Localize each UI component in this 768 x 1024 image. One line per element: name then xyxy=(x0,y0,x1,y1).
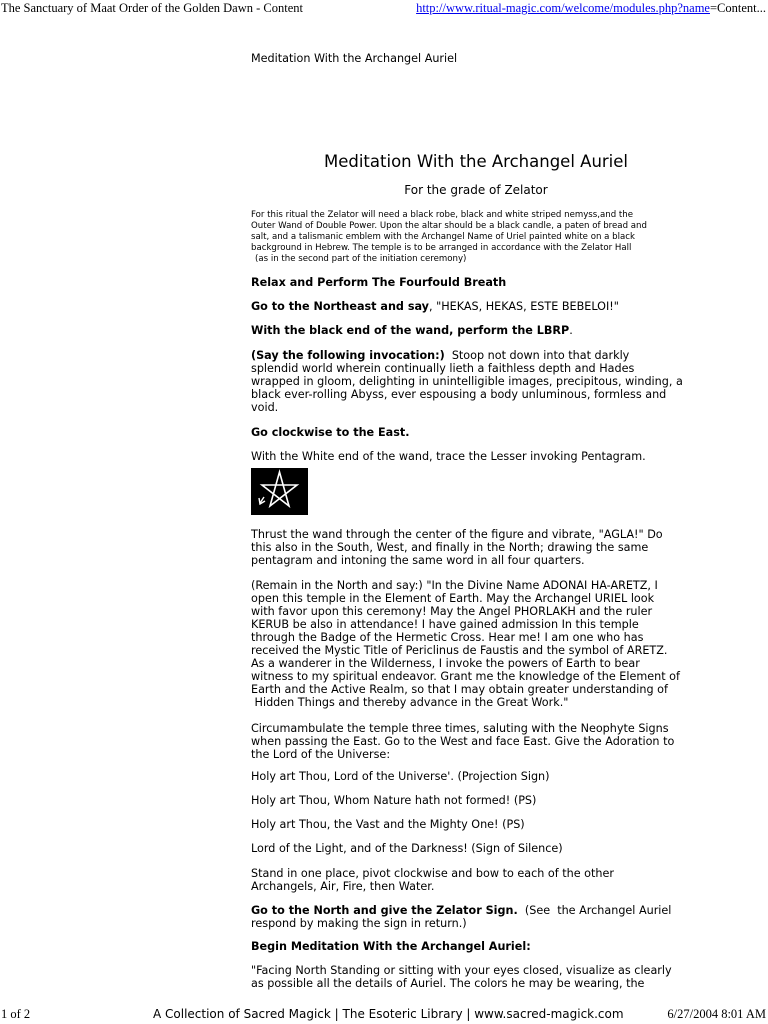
step-relax xyxy=(251,276,699,289)
document-title: The Sanctuary of Maat Order of the Golden Dawn - Content xyxy=(1,1,303,15)
circum-line: the Lord of the Universe: xyxy=(251,748,391,761)
print-header xyxy=(0,0,768,16)
north-paragraph xyxy=(251,904,699,930)
intro-line: (as in the second part of the initiation ceremony) xyxy=(255,254,467,264)
print-footer xyxy=(0,1005,768,1023)
thrust-paragraph xyxy=(251,528,699,567)
invocation-line: void. xyxy=(251,401,279,414)
source-url-rest: =Content... xyxy=(709,1,766,15)
breadcrumb: Meditation With the Archangel Auriel xyxy=(251,52,458,65)
step-begin-text: Begin Meditation With the Archangel Auriel: xyxy=(251,940,531,953)
intro-line: Outer Wand of Double Power. Upon the altar should be a black candle, a paten of bread and xyxy=(251,221,647,231)
facing-line: "Facing North Standing or sitting with your eyes closed, visualize as clearly xyxy=(251,964,672,977)
stand-paragraph xyxy=(251,867,699,893)
remain-paragraph xyxy=(251,579,699,709)
step-white-end: With the White end of the wand, trace the Lesser invoking Pentagram. xyxy=(251,450,646,463)
print-date: 6/27/2004 8:01 AM xyxy=(667,1007,766,1021)
pentagram-image xyxy=(251,468,308,515)
remain-line: witness to my spiritual endeavor. Grant me the knowledge of the Element of xyxy=(251,670,680,683)
invocation-label: (Say the following invocation:) xyxy=(251,349,445,362)
step-clockwise-text: Go clockwise to the East. xyxy=(251,426,410,439)
north-bold: Go to the North and give the Zelator Sign. xyxy=(251,904,518,917)
page-number: 1 of 2 xyxy=(1,1007,31,1021)
intro-paragraph xyxy=(251,210,699,265)
remain-line: As a wanderer in the Wilderness, I invoke the powers of Earth to bear xyxy=(251,657,640,670)
step-lbrp xyxy=(251,324,699,337)
remain-line: Earth and the Active Realm, so that I may obtain greater understanding of xyxy=(251,683,668,696)
step-lbrp-rest: . xyxy=(569,324,573,337)
page-title: Meditation With the Archangel Auriel xyxy=(323,152,629,171)
footer-credit: A Collection of Sacred Magick | The Esoteric Library | www.sacred-magick.com xyxy=(153,1007,624,1021)
step-relax-text: Relax and Perform The Fourfould Breath xyxy=(251,276,507,289)
circum-line: Circumambulate the temple three times, saluting with the Neophyte Signs xyxy=(251,722,669,735)
remain-line: received the Mystic Title of Periclinus de Faustis and the symbol of ARETZ. xyxy=(251,644,668,657)
step-northeast xyxy=(251,300,699,313)
remain-line: through the Badge of the Hermetic Cross. Hear me! I am one who has xyxy=(251,631,644,644)
north-rest: (See the Archangel Auriel xyxy=(517,904,672,917)
invocation-line: splendid world wherein continually lieth a faithless depth and Hades xyxy=(251,362,635,375)
invocation-line: black ever-rolling Abyss, ever espousing a body unluminous, formless and xyxy=(251,388,667,401)
step-begin xyxy=(251,940,699,953)
circum-paragraph xyxy=(251,722,699,761)
facing-paragraph xyxy=(251,964,699,990)
adoration-line-1: Holy art Thou, Lord of the Universe'. (Projection Sign) xyxy=(251,770,550,783)
intro-line: salt, and a talismanic emblem with the Archangel Name of Uriel painted white on a black xyxy=(251,232,635,242)
adoration-line-4: Lord of the Light, and of the Darkness! (Sign of Silence) xyxy=(251,842,563,855)
source-url xyxy=(416,0,766,16)
source-url-link[interactable]: http://www.ritual-magic.com/welcome/modules.php?name xyxy=(416,1,710,15)
remain-line: open this temple in the Element of Earth. May the Archangel URIEL look xyxy=(251,592,655,605)
thrust-line: this also in the South, West, and finally in the North; drawing the same xyxy=(251,541,649,554)
step-northeast-rest: , "HEKAS, HEKAS, ESTE BEBELOI!" xyxy=(428,300,619,313)
step-lbrp-bold: With the black end of the wand, perform the LBRP xyxy=(251,324,570,337)
stand-line: Archangels, Air, Fire, then Water. xyxy=(251,880,435,893)
adoration-line-2: Holy art Thou, Whom Nature hath not formed! (PS) xyxy=(251,794,537,807)
invocation-paragraph xyxy=(251,349,699,414)
intro-line: For this ritual the Zelator will need a black robe, black and white striped nemyss,and the xyxy=(251,210,633,220)
step-clockwise xyxy=(251,426,699,439)
page-subtitle: For the grade of Zelator xyxy=(404,183,548,197)
circum-line: when passing the East. Go to the West and face East. Give the Adoration to xyxy=(251,735,675,748)
stand-line: Stand in one place, pivot clockwise and bow to each of the other xyxy=(251,867,614,880)
step-northeast-bold: Go to the Northeast and say xyxy=(251,300,429,313)
thrust-line: Thrust the wand through the center of the figure and vibrate, "AGLA!" Do xyxy=(251,528,663,541)
remain-line: with favor upon this ceremony! May the Angel PHORLAKH and the ruler xyxy=(251,605,653,618)
facing-line: as possible all the details of Auriel. The colors he may be wearing, the xyxy=(251,977,645,990)
pentagram-icon xyxy=(251,468,308,515)
invocation-line: Stoop not down into that darkly xyxy=(451,349,630,362)
adoration-line-3: Holy art Thou, the Vast and the Mighty One! (PS) xyxy=(251,818,525,831)
intro-line: background in Hebrew. The temple is to be arranged in accordance with the Zelator Hall xyxy=(251,243,632,253)
north-line: respond by making the sign in return.) xyxy=(251,917,467,930)
remain-line: KERUB be also in attendance! I have gained admission In this temple xyxy=(251,618,639,631)
remain-line: (Remain in the North and say:) "In the Divine Name ADONAI HA-ARETZ, I xyxy=(251,579,658,592)
remain-line: Hidden Things and thereby advance in the Great Work." xyxy=(251,696,569,709)
invocation-line: wrapped in gloom, delighting in unintelligible images, precipitous, winding, a xyxy=(251,375,683,388)
thrust-line: pentagram and intoning the same word in all four quarters. xyxy=(251,554,585,567)
